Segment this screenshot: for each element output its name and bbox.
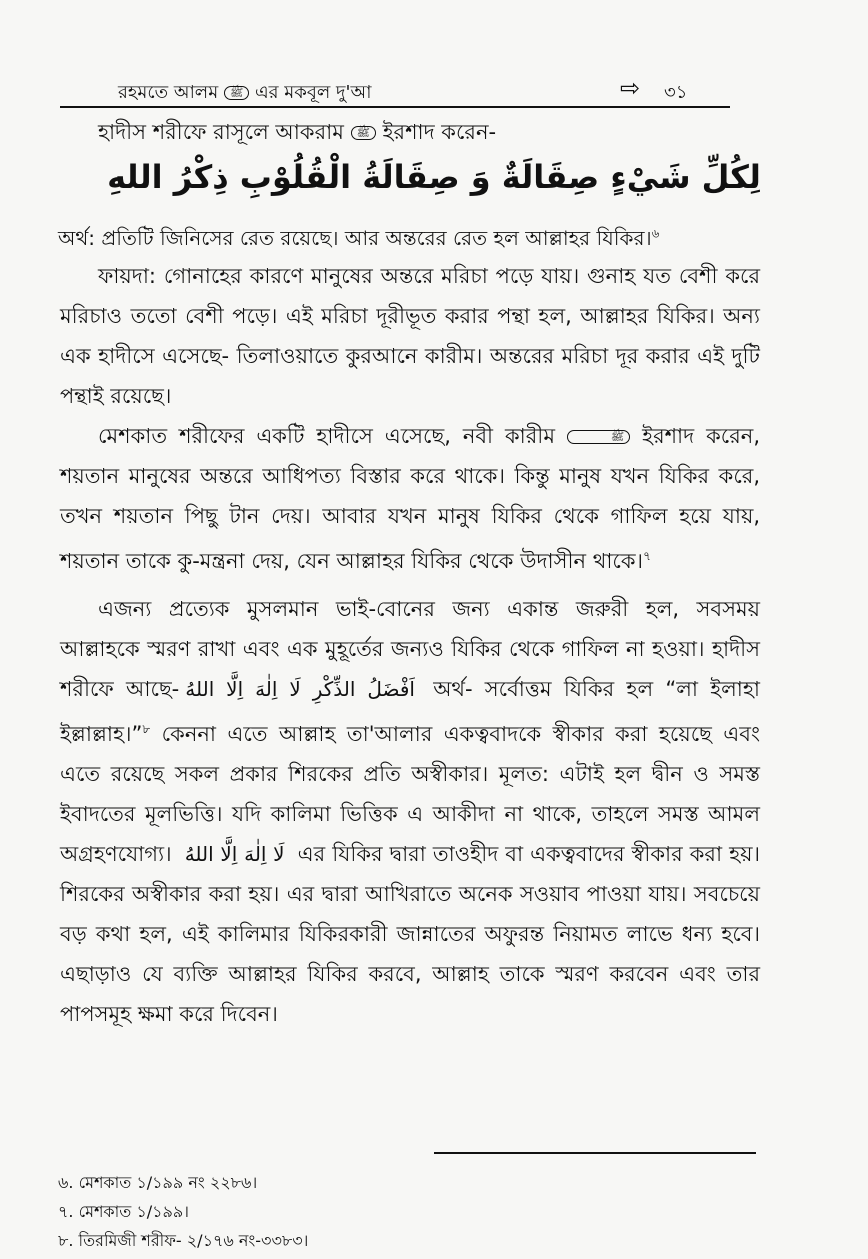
kalima-paragraph: এজন্য প্রত্যেক মুসলমান ভাই-বোনের জন্য একান্ত জরুরী হল, সবসময় আল্লাহকে স্মরণ রাখা এবং এক মুহূর্তের জন্যও যিকির থেকে গাফিল না হওয়া। হাদীস শরীফে আছে- اَفْضَلُ الذِّكْرِ لَا اِلٰهَ اِلَّا اللهُ অর্থ- সর্বোত্তম যিকির হল “লা ইলাহা ইল্লাল্লাহ।”$^৮$ কেননা এতে আল্লাহ তা'আলার একত্ববাদকে স্বীকার করা হয়েছে এবং এতে রয়েছে সকল প্রকার শিরকের প্রতি অস্বীকার। মূলত: এটাই হল দ্বীন ও সমস্ত ইবাদতের মূলভিত্তি। যদি কালিমা ভিত্তিক এ আকীদা না থাকে, তাহলে সমস্ত আমল অগ্রহণযোগ্য। لَا اِلٰهَ اِلَّا اللهُ এর যিকির দ্বারা তাওহীদ বা একত্ববাদের স্বীকার করা হয়। শিরকের অস্বীকার করা হয়। এর দ্বারা আখিরাতে অনেক সওয়াব পাওয়া যায়। সবচেয়ে বড় কথা হল, এই কালিমার যিকিরকারী জান্নাতের অফুরন্ত নিয়ামত লাভে ধন্য হবে। এছাড়াও যে ব্যক্তি আল্লাহর যিকির করবে, আল্লাহ তাকে স্মরণ করবেন এবং তার পাপসমূহ ক্ষমা করে দিবেন। (60, 597, 760, 1026)
mishkat-paragraph: মেশকাত শরীফের একটি হাদীসে এসেছে, নবী কারীম ﷺ ইরশাদ করেন, শয়তান মানুষের অন্তরে আধিপত্য বিস্তার করে থাকে। কিন্তু মানুষ যখন যিকির করে, তখন শয়তান পিছু টান দেয়। আবার যখন মানুষ যিকির থেকে গাফিল হয়ে যায়, শয়তান তাকে কু-মন্ত্রনা দেয়, যেন আল্লাহর যিকির থেকে উদাসীন থাকে।$^৭$ (60, 424, 760, 573)
footnotes (58, 1168, 308, 1255)
page-number: ৩১ (664, 82, 688, 103)
arrow-right-icon: ⇨ (620, 74, 641, 102)
footnote-item: ৮. তিরমিজী শরীফ- ২/১৭৬ নং-৩৩৮৩। (58, 1231, 309, 1250)
arabic-inline: اَفْضَلُ الذِّكْرِ لَا اِلٰهَ اِلَّا اللهُ (185, 677, 415, 701)
running-header (60, 74, 730, 108)
footnote-ref: ৭ (643, 549, 651, 563)
arabic-inline: لَا اِلٰهَ اِلَّا اللهُ (184, 842, 285, 866)
salutation-symbol-icon: ﷺ (351, 126, 376, 140)
footnote-item: ৬. মেশকাত ১/১৯৯ নং ২২৮৬। (58, 1173, 258, 1192)
footnote-divider (434, 1152, 756, 1154)
hadith-intro: হাদীস শরীফে রাসূলে আকরাম ﷺ ইরশাদ করেন- (98, 120, 497, 144)
footnote-ref: ৮ (142, 722, 151, 736)
hadith-meaning: অর্থ: প্রতিটি জিনিসের রেত রয়েছে। আর অন্তরের রেত হল আল্লাহর যিকির।$^৬$ (58, 226, 660, 250)
footnote-ref: ৬ (651, 226, 660, 241)
fayda-paragraph: ফায়দা: গোনাহের কারণে মানুষের অন্তরে মরিচা পড়ে যায়। গুনাহ যত বেশী করে মরিচাও ততো বেশী পড়ে। এই মরিচা দূরীভূত করার পন্থা হল, আল্লাহর যিকির। অন্য এক হাদীসে এসেছে- তিলাওয়াতে কুরআনে কারীম। অন্তরের মরিচা দূর করার এই দুটি পন্থাই রয়েছে। (60, 264, 760, 408)
salutation-symbol-icon: ﷺ (224, 86, 249, 100)
header-title: রহমতে আলম ﷺ এর মকবূল দু'আ (118, 82, 372, 103)
arabic-hadith-quote: لِكُلِّ شَيْءٍ صِقَالَةٌ وَ صِقَالَةُ الْقُلُوْبِ ذِكْرُ اللهِ (107, 158, 761, 196)
body-text (60, 256, 760, 1034)
footnote-item: ৭. মেশকাত ১/১৯৯। (58, 1202, 189, 1221)
salutation-symbol-icon: ﷺ (567, 430, 630, 444)
